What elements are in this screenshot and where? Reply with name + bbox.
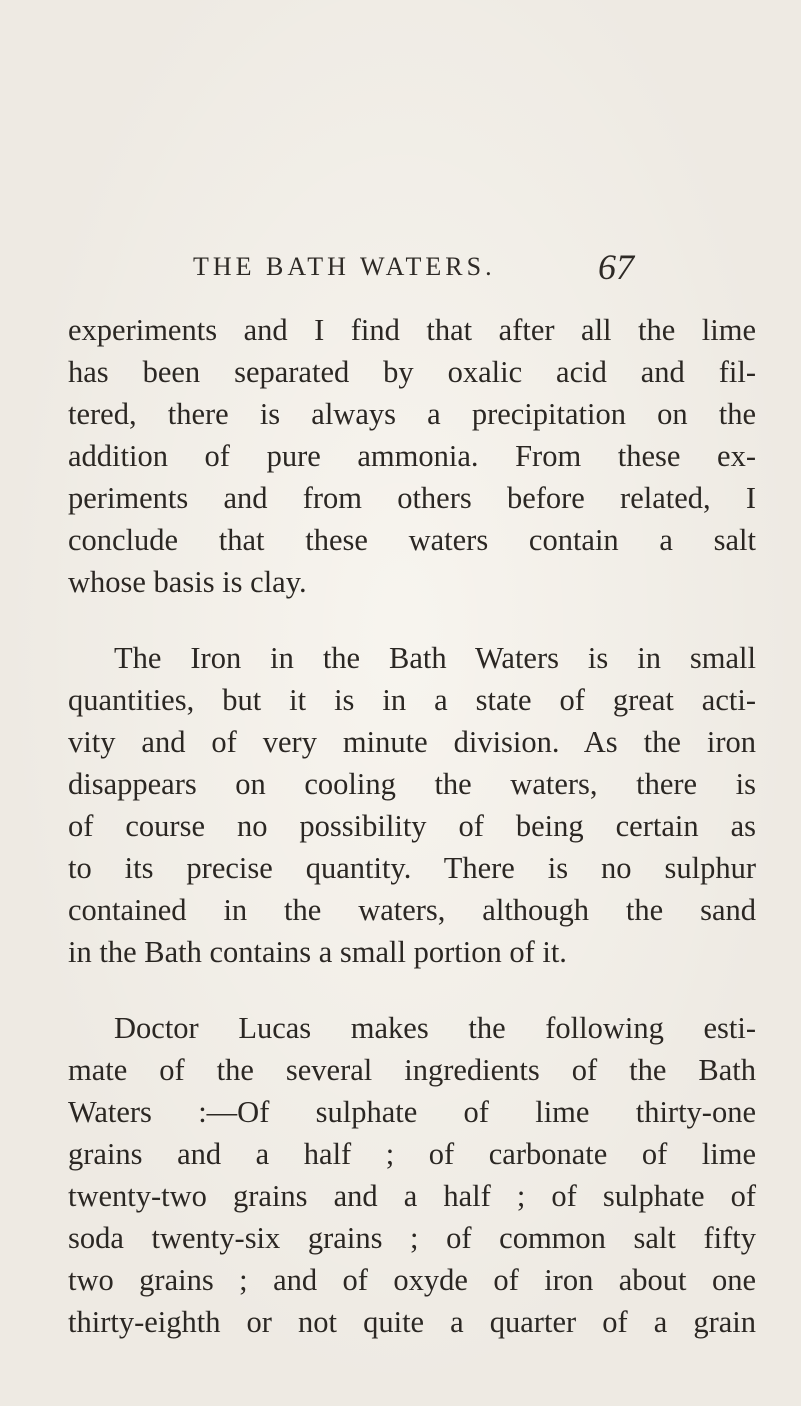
text-line: two grains ; and of oxyde of iron about one: [68, 1263, 756, 1297]
text-line: addition of pure ammonia. From these ex-: [68, 439, 756, 473]
text-line: in the Bath contains a small portion of it.: [68, 935, 567, 969]
running-title: THE BATH WATERS.: [193, 252, 496, 281]
text-line: experiments and I find that after all the lime: [68, 313, 756, 347]
text-line: soda twenty-six grains ; of common salt fifty: [68, 1221, 756, 1255]
text-line: Waters :—Of sulphate of lime thirty-one: [68, 1095, 756, 1129]
text-line: to its precise quantity. There is no sulphur: [68, 851, 756, 885]
text-line: mate of the several ingredients of the Bath: [68, 1053, 756, 1087]
text-line: contained in the waters, although the sand: [68, 893, 756, 927]
text-line: quantities, but it is in a state of great acti-: [68, 683, 756, 717]
text-line: The Iron in the Bath Waters is in small: [114, 641, 756, 675]
text-line: grains and a half ; of carbonate of lime: [68, 1137, 756, 1171]
text-line: periments and from others before related, I: [68, 481, 756, 515]
text-line: thirty-eighth or not quite a quarter of a grain: [68, 1305, 756, 1339]
text-line: whose basis is clay.: [68, 565, 307, 599]
text-line: disappears on cooling the waters, there is: [68, 767, 756, 801]
running-head: [0, 247, 801, 290]
text-line: Doctor Lucas makes the following esti-: [114, 1011, 756, 1045]
text-line: twenty-two grains and a half ; of sulphate of: [68, 1179, 756, 1213]
text-line: of course no possibility of being certain as: [68, 809, 756, 843]
text-line: has been separated by oxalic acid and fil-: [68, 355, 756, 389]
page-number: 67: [598, 247, 634, 287]
text-line: conclude that these waters contain a salt: [68, 523, 756, 557]
text-line: tered, there is always a precipitation on the: [68, 397, 756, 431]
text-line: vity and of very minute division. As the iron: [68, 725, 756, 759]
